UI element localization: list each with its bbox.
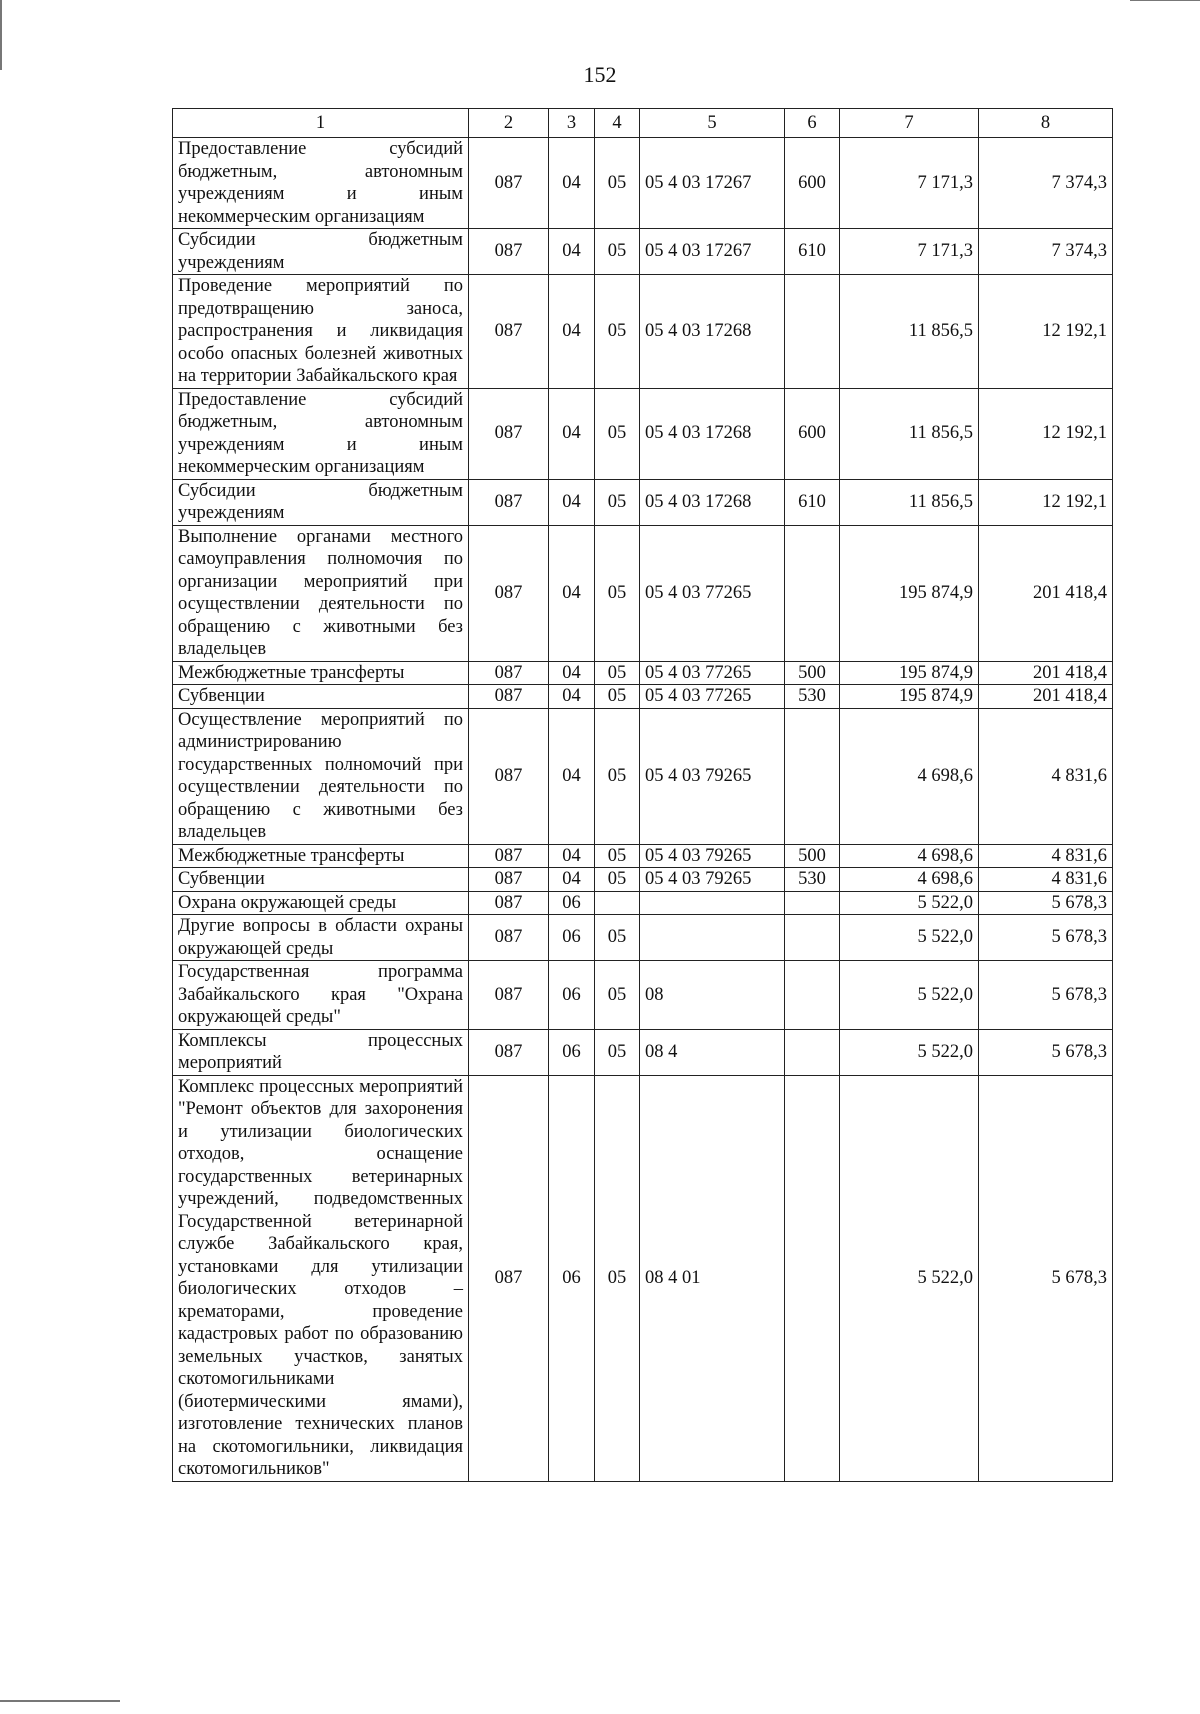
amount-year-2: 7 374,3 xyxy=(979,229,1113,275)
target-article-code: 05 4 03 79265 xyxy=(640,844,785,868)
amount-year-2: 4 831,6 xyxy=(979,708,1113,844)
admin-code: 087 xyxy=(469,661,549,685)
column-number: 2 xyxy=(469,109,549,138)
column-number: 7 xyxy=(840,109,979,138)
section-code: 06 xyxy=(549,961,595,1030)
section-code: 04 xyxy=(549,479,595,525)
admin-code: 087 xyxy=(469,479,549,525)
amount-year-1: 4 698,6 xyxy=(840,868,979,892)
amount-year-1: 7 171,3 xyxy=(840,229,979,275)
admin-code: 087 xyxy=(469,1075,549,1481)
amount-year-2: 12 192,1 xyxy=(979,388,1113,479)
section-code: 04 xyxy=(549,275,595,389)
section-code: 04 xyxy=(549,844,595,868)
admin-code: 087 xyxy=(469,961,549,1030)
subsection-code xyxy=(595,891,640,915)
item-name: Другие вопросы в области охраны окружающей среды xyxy=(173,915,469,961)
admin-code: 087 xyxy=(469,685,549,709)
target-article-code: 05 4 03 79265 xyxy=(640,708,785,844)
item-name: Предоставление субсидий бюджетным, автономным учреждениям и иным некоммерческим организациям xyxy=(173,388,469,479)
target-article-code: 05 4 03 77265 xyxy=(640,685,785,709)
admin-code: 087 xyxy=(469,388,549,479)
expense-type-code: 530 xyxy=(785,685,840,709)
item-name: Проведение мероприятий по предотвращению заноса, распространения и ликвидация особо опасных болезней животных на территории Забайкальского края xyxy=(173,275,469,389)
section-code: 04 xyxy=(549,661,595,685)
item-name: Государственная программа Забайкальского края "Охрана окружающей среды" xyxy=(173,961,469,1030)
admin-code: 087 xyxy=(469,138,549,229)
item-name: Межбюджетные трансферты xyxy=(173,844,469,868)
subsection-code: 05 xyxy=(595,844,640,868)
amount-year-1: 195 874,9 xyxy=(840,685,979,709)
amount-year-1: 5 522,0 xyxy=(840,891,979,915)
table-row xyxy=(173,138,1113,229)
section-code: 06 xyxy=(549,915,595,961)
target-article-code: 05 4 03 17268 xyxy=(640,275,785,389)
amount-year-1: 195 874,9 xyxy=(840,525,979,661)
table-row xyxy=(173,868,1113,892)
amount-year-2: 5 678,3 xyxy=(979,961,1113,1030)
scan-edge-mark xyxy=(1130,0,1200,1)
expense-type-code xyxy=(785,525,840,661)
target-article-code: 08 xyxy=(640,961,785,1030)
section-code: 06 xyxy=(549,1075,595,1481)
item-name: Комплекс процессных мероприятий "Ремонт объектов для захоронения и утилизации биологических отходов, оснащение государственных ветеринарных учреждений, подведомственных Государственной ветеринарной службе Забайкальского края, установками для утилизации биологических отходов – крематорами, проведение кадастровых работ по образованию земельных участков, занятых скотомогильниками (биотермическими ямами), изготовление технических планов на скотомогильники, ликвидация скотомогильников" xyxy=(173,1075,469,1481)
budget-table xyxy=(172,108,1113,1482)
admin-code: 087 xyxy=(469,708,549,844)
subsection-code: 05 xyxy=(595,1029,640,1075)
table-row xyxy=(173,229,1113,275)
target-article-code: 05 4 03 77265 xyxy=(640,661,785,685)
scan-edge-mark xyxy=(0,1700,120,1702)
target-article-code: 05 4 03 17267 xyxy=(640,138,785,229)
amount-year-2: 7 374,3 xyxy=(979,138,1113,229)
admin-code: 087 xyxy=(469,229,549,275)
table-row xyxy=(173,708,1113,844)
target-article-code: 05 4 03 17268 xyxy=(640,479,785,525)
subsection-code: 05 xyxy=(595,479,640,525)
table-row xyxy=(173,915,1113,961)
target-article-code: 05 4 03 77265 xyxy=(640,525,785,661)
section-code: 06 xyxy=(549,891,595,915)
amount-year-1: 4 698,6 xyxy=(840,708,979,844)
section-code: 04 xyxy=(549,868,595,892)
amount-year-1: 7 171,3 xyxy=(840,138,979,229)
subsection-code: 05 xyxy=(595,138,640,229)
item-name: Субвенции xyxy=(173,868,469,892)
table-body xyxy=(173,109,1113,1482)
amount-year-2: 4 831,6 xyxy=(979,868,1113,892)
table-row xyxy=(173,891,1113,915)
item-name: Субсидии бюджетным учреждениям xyxy=(173,479,469,525)
amount-year-2: 5 678,3 xyxy=(979,891,1113,915)
amount-year-1: 11 856,5 xyxy=(840,388,979,479)
amount-year-1: 11 856,5 xyxy=(840,479,979,525)
target-article-code: 08 4 01 xyxy=(640,1075,785,1481)
scan-edge-mark xyxy=(0,0,2,70)
table-row xyxy=(173,525,1113,661)
expense-type-code xyxy=(785,1075,840,1481)
amount-year-1: 5 522,0 xyxy=(840,1029,979,1075)
target-article-code: 05 4 03 79265 xyxy=(640,868,785,892)
expense-type-code xyxy=(785,961,840,1030)
admin-code: 087 xyxy=(469,891,549,915)
amount-year-1: 11 856,5 xyxy=(840,275,979,389)
admin-code: 087 xyxy=(469,1029,549,1075)
section-code: 04 xyxy=(549,138,595,229)
amount-year-1: 5 522,0 xyxy=(840,1075,979,1481)
subsection-code: 05 xyxy=(595,388,640,479)
amount-year-1: 5 522,0 xyxy=(840,961,979,1030)
expense-type-code: 500 xyxy=(785,661,840,685)
expense-type-code: 600 xyxy=(785,388,840,479)
item-name: Осуществление мероприятий по администрированию государственных полномочий при осуществлении деятельности по обращению с животными без владельцев xyxy=(173,708,469,844)
column-number: 4 xyxy=(595,109,640,138)
item-name: Охрана окружающей среды xyxy=(173,891,469,915)
subsection-code: 05 xyxy=(595,685,640,709)
expense-type-code xyxy=(785,275,840,389)
amount-year-2: 12 192,1 xyxy=(979,275,1113,389)
section-code: 04 xyxy=(549,708,595,844)
expense-type-code: 500 xyxy=(785,844,840,868)
subsection-code: 05 xyxy=(595,275,640,389)
expense-type-code xyxy=(785,915,840,961)
expense-type-code: 610 xyxy=(785,229,840,275)
amount-year-2: 12 192,1 xyxy=(979,479,1113,525)
item-name: Субвенции xyxy=(173,685,469,709)
subsection-code: 05 xyxy=(595,1075,640,1481)
page-number: 152 xyxy=(583,62,617,87)
column-number: 5 xyxy=(640,109,785,138)
amount-year-2: 201 418,4 xyxy=(979,685,1113,709)
amount-year-2: 4 831,6 xyxy=(979,844,1113,868)
subsection-code: 05 xyxy=(595,229,640,275)
section-code: 04 xyxy=(549,388,595,479)
amount-year-1: 5 522,0 xyxy=(840,915,979,961)
subsection-code: 05 xyxy=(595,661,640,685)
amount-year-2: 5 678,3 xyxy=(979,1075,1113,1481)
admin-code: 087 xyxy=(469,525,549,661)
admin-code: 087 xyxy=(469,275,549,389)
table-row xyxy=(173,685,1113,709)
item-name: Межбюджетные трансферты xyxy=(173,661,469,685)
section-code: 06 xyxy=(549,1029,595,1075)
expense-type-code: 530 xyxy=(785,868,840,892)
admin-code: 087 xyxy=(469,844,549,868)
subsection-code: 05 xyxy=(595,961,640,1030)
table-row xyxy=(173,961,1113,1030)
expense-type-code: 600 xyxy=(785,138,840,229)
admin-code: 087 xyxy=(469,915,549,961)
column-number: 1 xyxy=(173,109,469,138)
target-article-code: 05 4 03 17267 xyxy=(640,229,785,275)
target-article-code xyxy=(640,891,785,915)
table-row xyxy=(173,844,1113,868)
column-number-row xyxy=(173,109,1113,138)
subsection-code: 05 xyxy=(595,868,640,892)
amount-year-2: 5 678,3 xyxy=(979,915,1113,961)
table-row xyxy=(173,388,1113,479)
target-article-code: 08 4 xyxy=(640,1029,785,1075)
expense-type-code xyxy=(785,1029,840,1075)
amount-year-2: 5 678,3 xyxy=(979,1029,1113,1075)
column-number: 3 xyxy=(549,109,595,138)
amount-year-2: 201 418,4 xyxy=(979,525,1113,661)
item-name: Комплексы процессных мероприятий xyxy=(173,1029,469,1075)
table-row xyxy=(173,479,1113,525)
subsection-code: 05 xyxy=(595,708,640,844)
expense-type-code xyxy=(785,891,840,915)
item-name: Выполнение органами местного самоуправления полномочия по организации мероприятий при осуществлении деятельности по обращению с животными без владельцев xyxy=(173,525,469,661)
amount-year-1: 4 698,6 xyxy=(840,844,979,868)
item-name: Субсидии бюджетным учреждениям xyxy=(173,229,469,275)
section-code: 04 xyxy=(549,229,595,275)
admin-code: 087 xyxy=(469,868,549,892)
subsection-code: 05 xyxy=(595,525,640,661)
table-row xyxy=(173,1075,1113,1481)
expense-type-code: 610 xyxy=(785,479,840,525)
expense-type-code xyxy=(785,708,840,844)
table-row xyxy=(173,661,1113,685)
target-article-code: 05 4 03 17268 xyxy=(640,388,785,479)
subsection-code: 05 xyxy=(595,915,640,961)
item-name: Предоставление субсидий бюджетным, автономным учреждениям и иным некоммерческим организациям xyxy=(173,138,469,229)
table-row xyxy=(173,275,1113,389)
table-row xyxy=(173,1029,1113,1075)
amount-year-1: 195 874,9 xyxy=(840,661,979,685)
section-code: 04 xyxy=(549,685,595,709)
target-article-code xyxy=(640,915,785,961)
section-code: 04 xyxy=(549,525,595,661)
column-number: 6 xyxy=(785,109,840,138)
amount-year-2: 201 418,4 xyxy=(979,661,1113,685)
column-number: 8 xyxy=(979,109,1113,138)
